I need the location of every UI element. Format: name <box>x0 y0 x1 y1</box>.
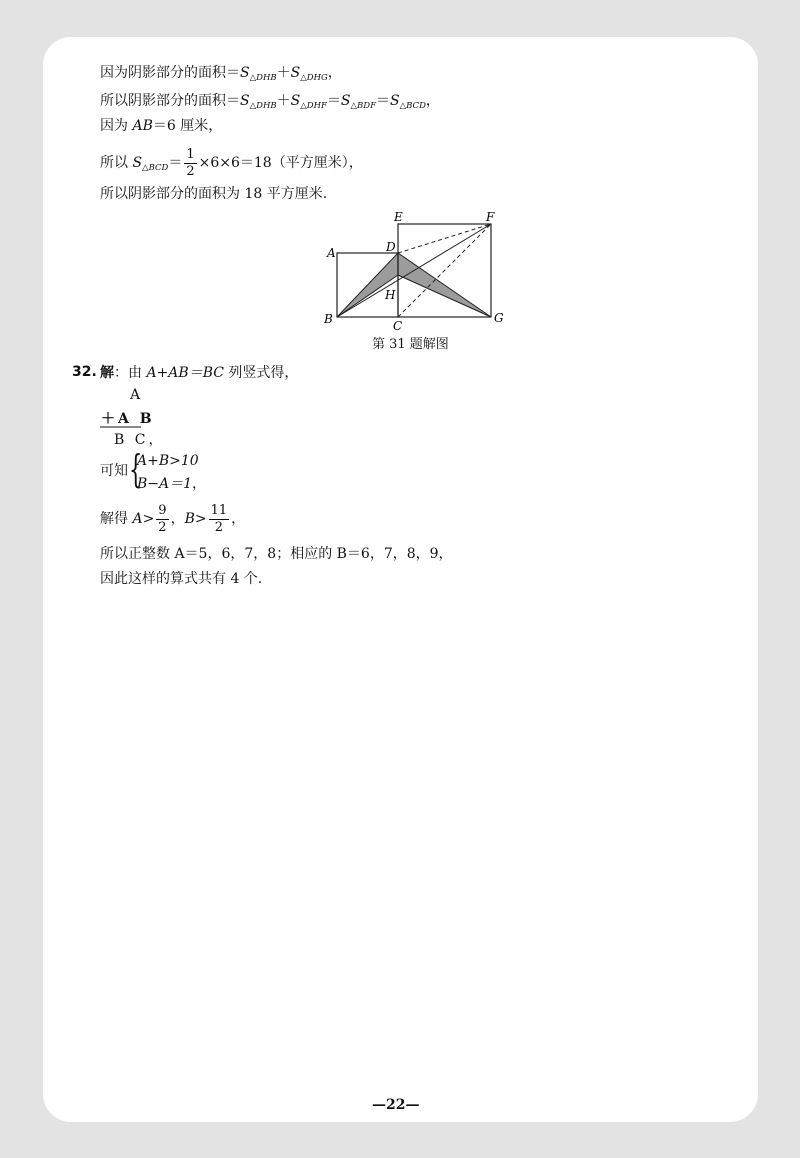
label-A: A <box>327 246 336 260</box>
label-B: B <box>324 312 333 326</box>
sol32-conclusion: 因此这样的算式共有 4 个. <box>100 571 263 587</box>
sol31-line-1: 因为阴影部分的面积$=S_{\triangle DHB}+S_{\triangle DHG}$， <box>100 65 342 83</box>
label-E: E <box>394 210 403 224</box>
label-G: G <box>494 311 504 325</box>
vertical-calc-row-3: B C， <box>114 432 166 448</box>
label-C: C <box>393 319 403 333</box>
fraction-eleven-halves: $\frac{11}{2}$ <box>210 502 228 535</box>
sol31-line-2: 所以阴影部分的面积$=S_{\triangle DHB}+S_{\triangle DHF}=S_{\triangle BDF}=S_{\triangle BCD}$， <box>100 93 440 111</box>
segment-DF <box>398 224 491 253</box>
condition-2: B−A＝1， <box>137 476 207 492</box>
label-D: D <box>386 240 396 254</box>
vertical-calc-row-2: ＋A B <box>101 411 155 427</box>
question-number-32: 32. <box>72 364 97 380</box>
system-brace: { <box>129 447 143 491</box>
page-number: —22— <box>372 1097 420 1113</box>
sol32-integers: 所以正整数 A＝5，6，7，8；相应的 B＝6，7，8，9， <box>100 546 453 562</box>
shaded-triangle-DHG <box>398 253 491 317</box>
sol32-intro: 解：由 A+AB＝BC 列竖式得， <box>100 365 299 381</box>
sol31-line-5: 所以阴影部分的面积为 18 平方厘米. <box>100 186 328 202</box>
fraction-nine-halves: $\frac{9}{2}$ <box>158 502 167 535</box>
sol32-inequalities: 解得 A> $\frac{9}{2}$ ，B> $\frac{11}{2}$ ， <box>100 502 246 535</box>
label-H: H <box>385 288 396 302</box>
fraction-one-half: $\frac{1}{2}$ <box>186 146 195 179</box>
label-F: F <box>486 210 495 224</box>
sol31-line-4: 所以 $S_{\triangle BCD}=$ $\frac{1}{2}$ ×6×6＝18（平方厘米）， <box>100 146 363 179</box>
vertical-calc-row-1: A <box>130 387 144 403</box>
shaded-triangle-DHB <box>337 253 398 317</box>
sol31-line-3: 因为 AB＝6 厘米， <box>100 118 223 134</box>
kezhi-label: 可知 <box>100 463 128 479</box>
figure-caption: 第 31 题解图 <box>372 337 449 352</box>
condition-1: A+B>10 <box>137 453 199 469</box>
